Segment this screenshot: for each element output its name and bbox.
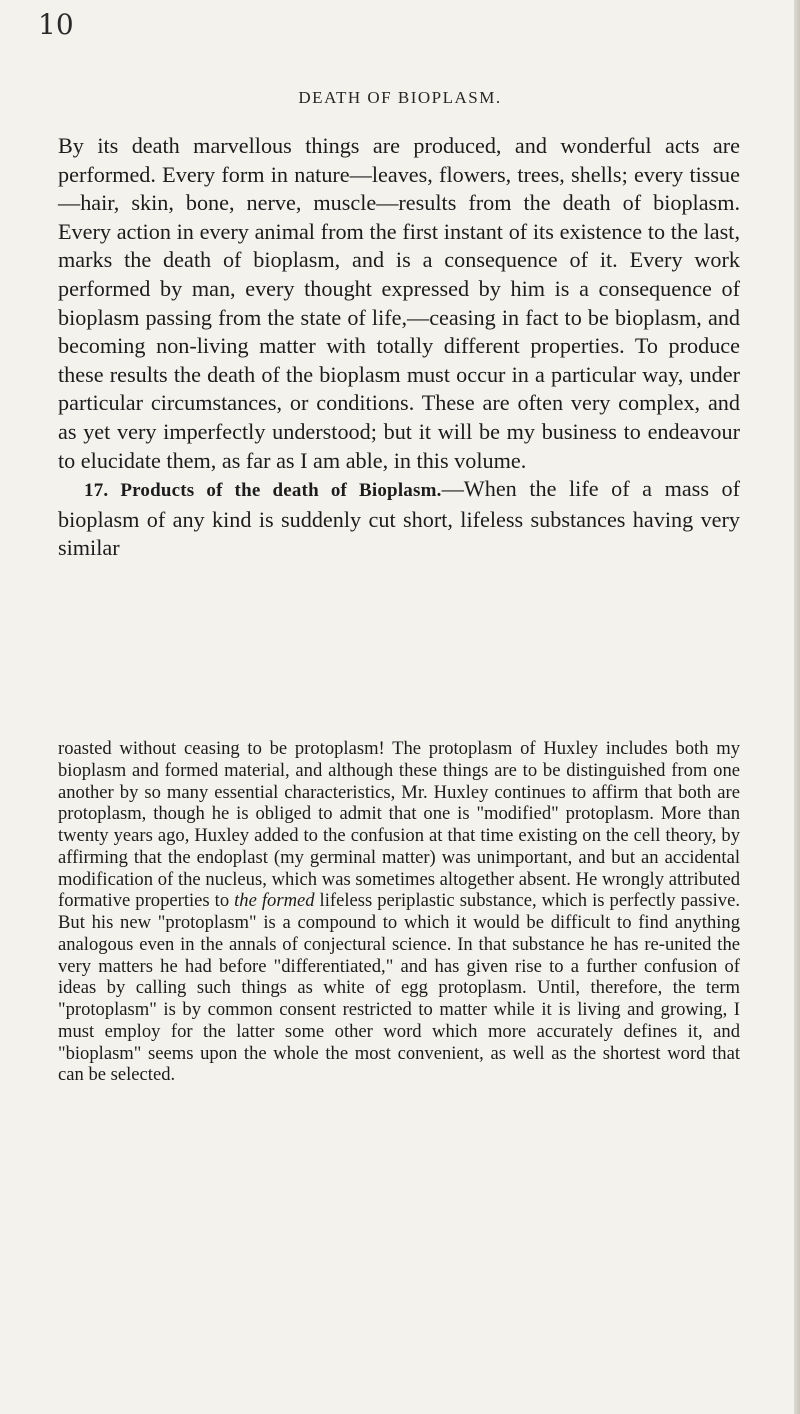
note-text-part-1: roasted without ceasing to be protoplasm! The protoplasm of Huxley includes both my bioplasm and formed material, and although these things are to be distinguished from one another by so many essential characteristics, Mr. Huxley continues to affirm that both are protoplasm, though he is obliged to admit that one is "modified" protoplasm. More than twenty years ago, Huxley added to the confusion at that time existing on the cell theory, by affirming that the endoplast (my germinal matter) was unimportant, and but an accidental modification of the nucleus, which was sometimes altogether absent. He wrongly attributed formative properties to (58, 738, 740, 912)
running-head: DEATH OF BIOPLASM. (298, 88, 502, 107)
body-text-large (58, 132, 740, 563)
note-emphasis: the formed (234, 890, 315, 912)
note-paragraph (58, 738, 740, 1086)
paragraph-death-of-bioplasm: By its death marvellous things are produced, and wonderful acts are performed. Every form in nature—leaves, flowers, trees, shells; every tissue—hair, skin, bone, nerve, muscle—results from the death of bioplasm. Every action in every animal from the first instant of its existence to the last, marks the death of bioplasm, and is a consequence of it. Every work performed by man, every thought expressed by him is a consequence of bioplasm passing from the state of life,—ceasing in fact to be bioplasm, and becoming non-living matter with totally different properties. To produce these results the death of the bioplasm must occur in a particular way, under particular circumstances, or conditions. These are often very complex, and as yet very imperfectly understood; but it will be my business to endeavour to elucidate them, as far as I am able, in this volume. (58, 133, 740, 473)
body-text-note (58, 738, 740, 1086)
page-number: 10 (38, 8, 74, 41)
note-text-part-2: lifeless periplastic substance, which is perfectly passive. But his new "protoplasm" is a compound to which it would be difficult to find anything analogous even in the annals of conjectural science. In that substance he has re-united the very matters he had before "differentiated," and has given rise to a further confusion of ideas by calling such things as white of egg protoplasm. Until, therefore, the term "protoplasm" is by common consent restricted to matter while it is living and growing, I must employ for the latter some other word which more accurately defines it, and "bioplasm" seems upon the whole the most convenient, as well as the shortest word that can be selected. (58, 890, 740, 1086)
section-17-text: —When the life of a mass of bioplasm of any kind is suddenly cut short, lifeless substances having very similar (58, 476, 740, 561)
page-edge (794, 0, 800, 1414)
section-17-heading: 17. Products of the death of Bioplasm. (84, 480, 442, 502)
paragraph-section-17 (58, 475, 740, 563)
